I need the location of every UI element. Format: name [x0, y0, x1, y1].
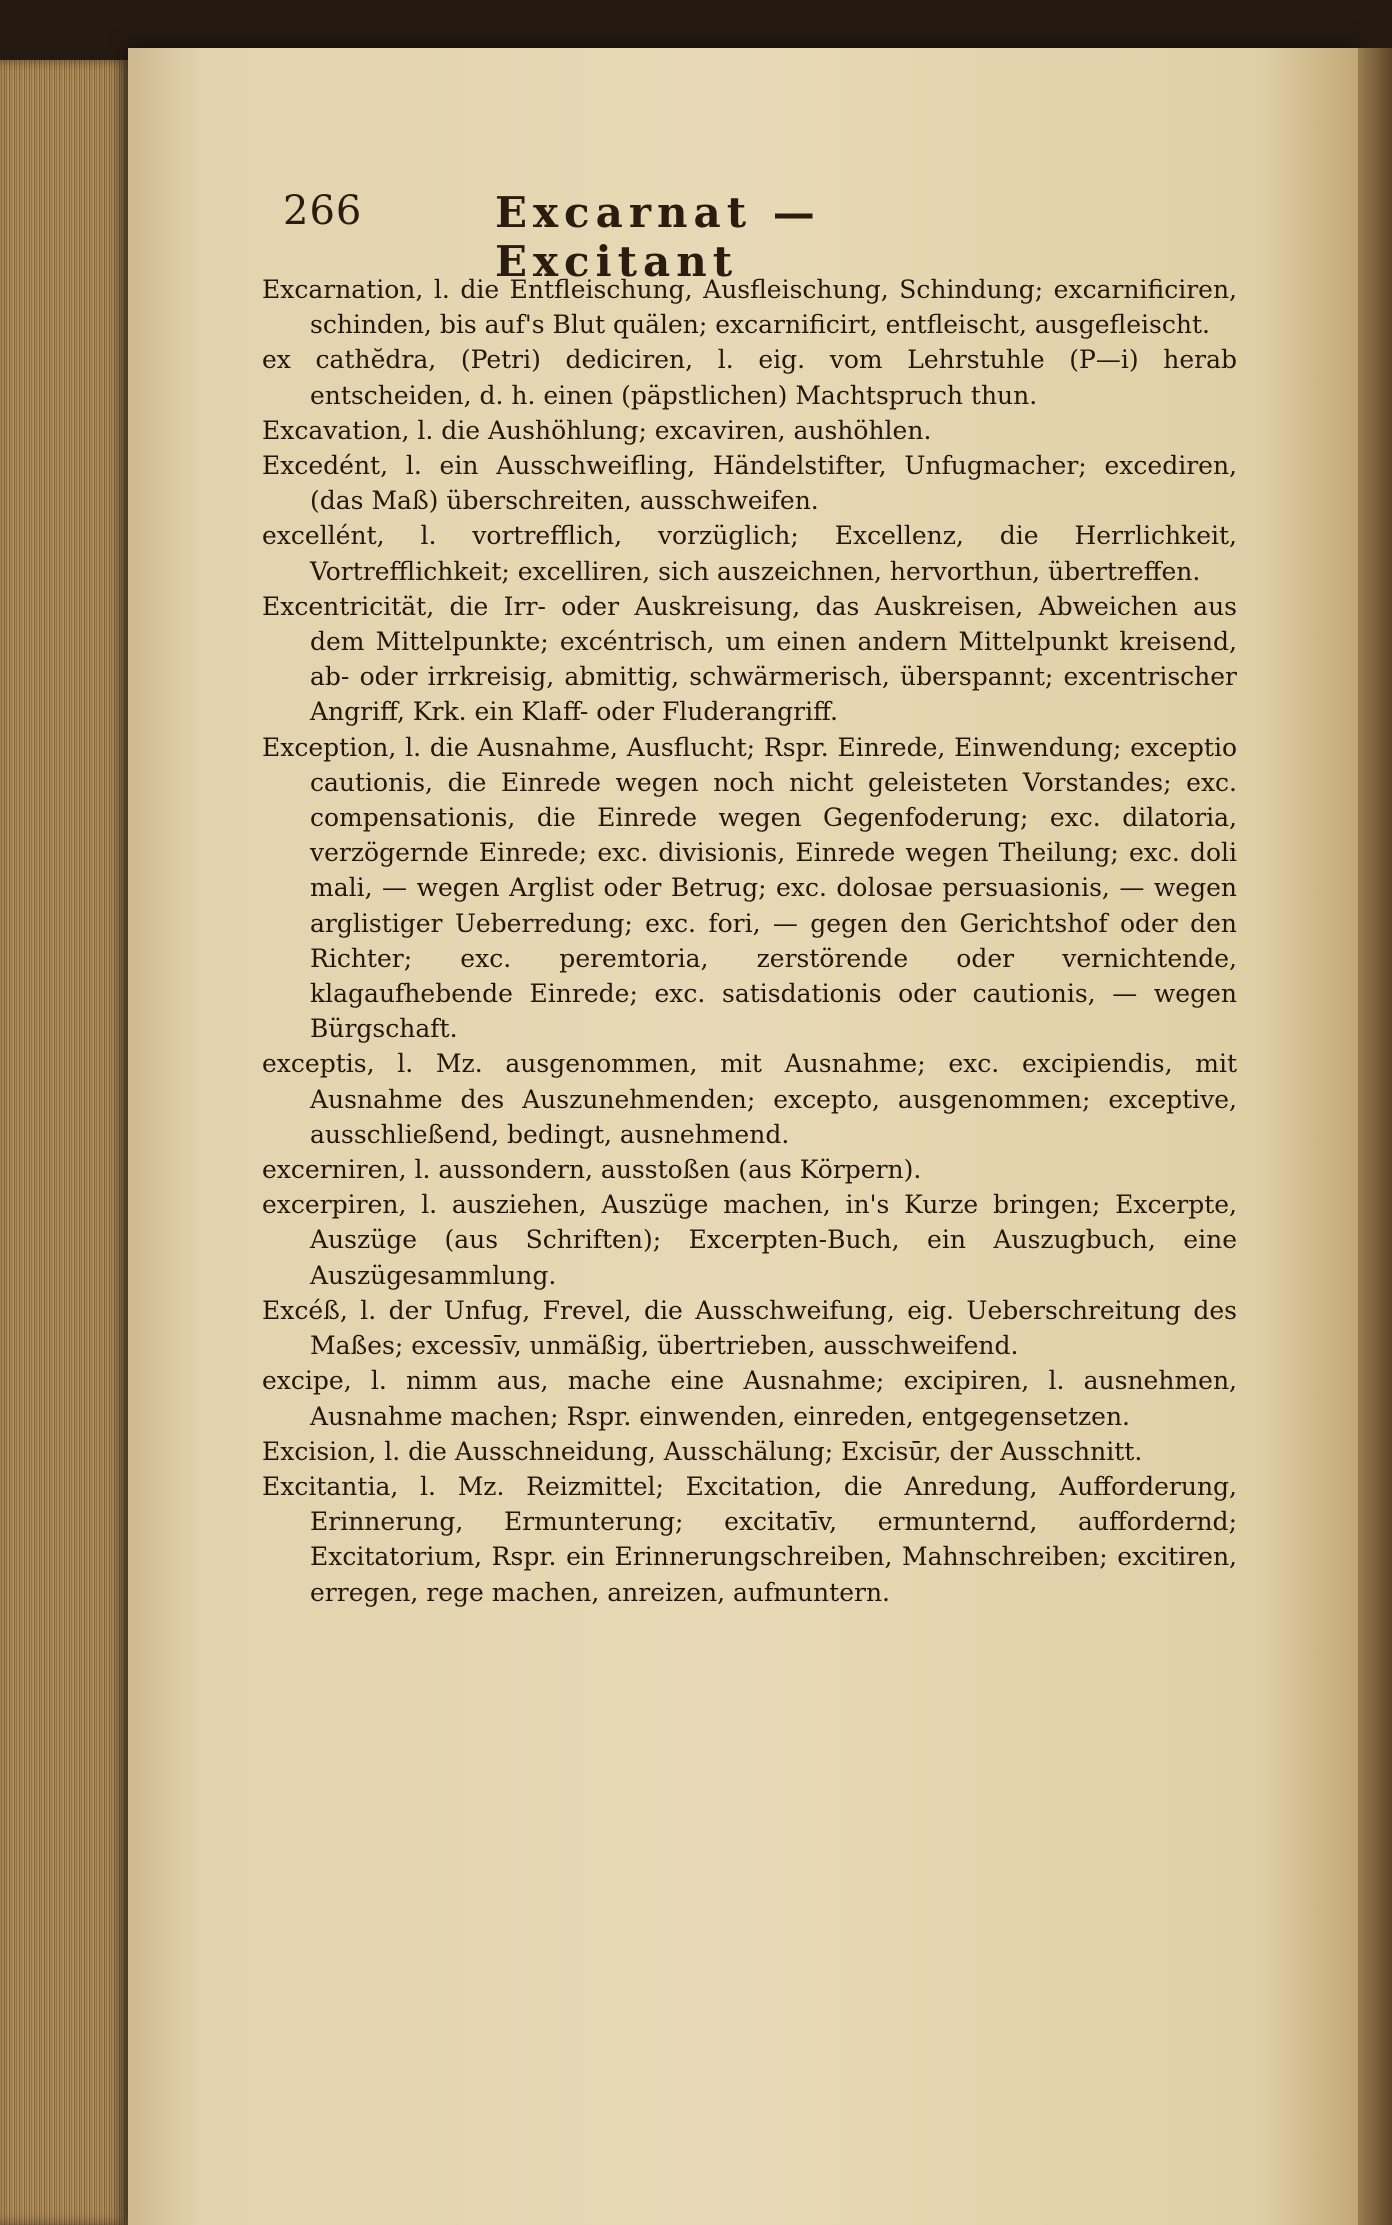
- dictionary-entry: Excitantia, l. Mz. Reizmittel; Excitation, die Anredung, Aufforderung, Erinnerung, Ermunterung; excitatīv, ermunternd, auffordernd; Excitatorium, Rspr. ein Erinnerungschreiben, Mahnschreiben; excitiren, erregen, rege machen, anreizen, aufmuntern.: [262, 1471, 1237, 1607]
- book-page-edges: [0, 60, 128, 2225]
- dictionary-entries: [262, 272, 1237, 1610]
- dictionary-entry: Exception, l. die Ausnahme, Ausflucht; Rspr. Einrede, Einwendung; exceptio cautionis, die Einrede wegen noch nicht geleisteten Vorstandes; exc. compensationis, die Einrede wegen Gegenfoderung; exc. dilatoria, verzögernde Einrede; exc. divisionis, Einrede wegen Theilung; exc. doli mali, — wegen Arglist oder Betrug; exc. dolosae persuasionis, — wegen arglistiger Ueberredung; exc. fori, — gegen den Gerichtshof oder den Richter; exc. peremtoria, zerstörende oder vernichtende, klagaufhebende Einrede; exc. satisdationis oder cautionis, — wegen Bürgschaft.: [262, 732, 1237, 1044]
- running-header: [283, 188, 1043, 286]
- dictionary-entry: excipe, l. nimm aus, mache eine Ausnahme; excipiren, l. ausnehmen, Ausnahme machen; Rspr. einwenden, einreden, entgegensetzen.: [262, 1366, 1237, 1431]
- dictionary-entry: Excedént, l. ein Ausschweifling, Händelstifter, Unfugmacher; excediren, (das Maß) überschreiten, ausschweifen.: [262, 451, 1237, 516]
- dictionary-entry: exceptis, l. Mz. ausgenommen, mit Ausnahme; exc. excipiendis, mit Ausnahme des Auszunehmenden; excepto, ausgenommen; exceptive, ausschließend, bedingt, ausnehmend.: [262, 1049, 1237, 1149]
- dictionary-entry: Excéß, l. der Unfug, Frevel, die Ausschweifung, eig. Ueberschreitung des Maßes; excessīv, unmäßig, übertrieben, ausschweifend.: [262, 1295, 1237, 1361]
- dictionary-entry: Excision, l. die Ausschneidung, Ausschälung; Excisūr, der Ausschnitt.: [262, 1436, 1143, 1466]
- running-title: Excarnat — Excitant: [495, 188, 821, 286]
- dictionary-entry: Excentricität, die Irr- oder Auskreisung, das Auskreisen, Abweichen aus dem Mittelpunkte; excéntrisch, um einen andern Mittelpunkt kreisend, ab- oder irrkreisig, abmittig, schwärmerisch, überspannt; excentrischer Angriff, Krk. ein Klaff- oder Fluderangriff.: [262, 591, 1237, 727]
- dictionary-entry: excellént, l. vortrefflich, vorzüglich; Excellenz, die Herrlichkeit, Vortrefflichkeit; excelliren, sich auszeichnen, hervorthun, übertreffen.: [262, 521, 1237, 586]
- page-number: 266: [283, 188, 363, 234]
- book-gutter: [1358, 48, 1392, 2225]
- dictionary-entry: Excarnation, l. die Entfleischung, Ausfleischung, Schindung; excarnificiren, schinden, bis auf's Blut quälen; excarnificirt, entfleischt, ausgefleischt.: [262, 275, 1237, 340]
- dictionary-entry: excerpiren, l. ausziehen, Auszüge machen, in's Kurze bringen; Excerpte, Auszüge (aus Schriften); Excerpten-Buch, ein Auszugbuch, eine Auszügesammlung.: [262, 1190, 1237, 1290]
- dictionary-entry: excerniren, l. aussondern, ausstoßen (aus Körpern).: [262, 1155, 922, 1185]
- dictionary-entry: Excavation, l. die Aushöhlung; excaviren, aushöhlen.: [262, 415, 932, 445]
- dictionary-entry: ex cathĕdra, (Petri) dediciren, l. eig. vom Lehrstuhle (P—i) herab entscheiden, d. h. einen (päpstlichen) Machtspruch thun.: [262, 345, 1237, 410]
